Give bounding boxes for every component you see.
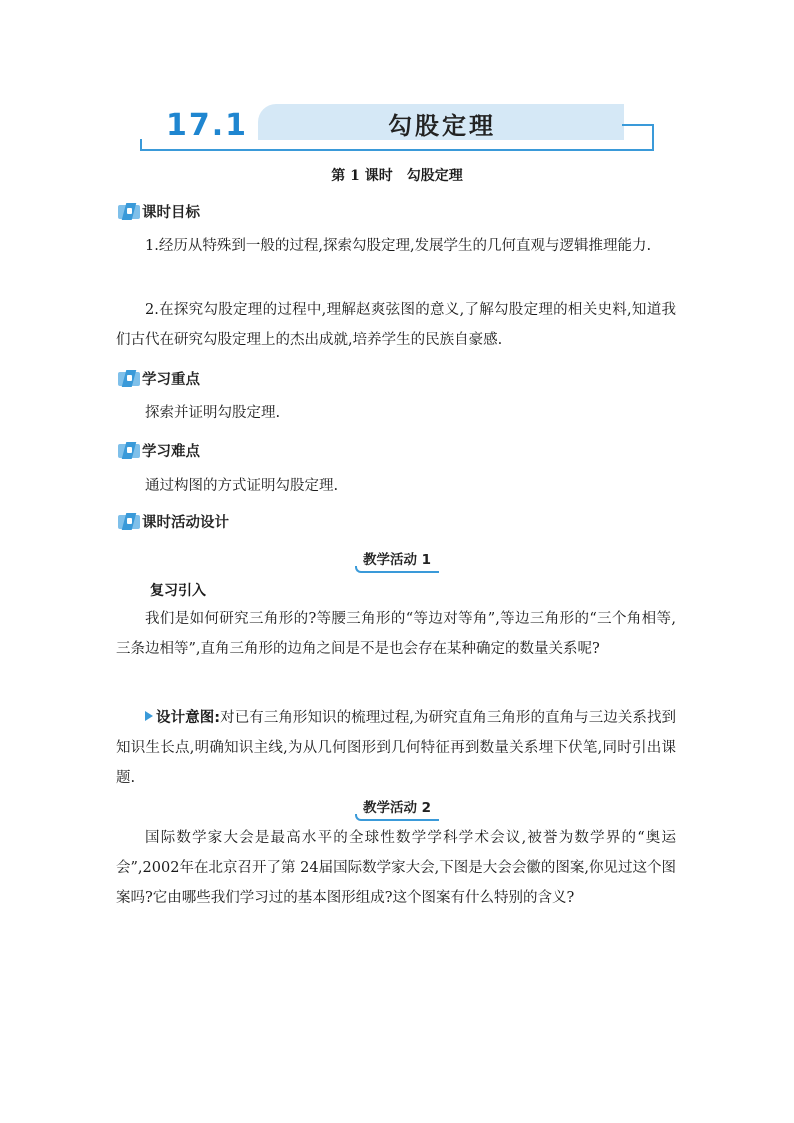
activity-underline — [355, 566, 439, 573]
section-marker-icon — [118, 442, 140, 459]
difficulties-text: 通过构图的方式证明勾股定理. — [145, 478, 339, 494]
section-heading-difficulties — [118, 440, 200, 460]
activity-2-label — [0, 796, 794, 818]
banner-rule — [140, 149, 654, 151]
section-heading-goals — [118, 201, 200, 221]
section-heading-activity-design — [118, 511, 229, 531]
banner-rule-left — [140, 139, 142, 151]
activity-2-text: 国际数学家大会是最高水平的全球性数学学科学术会议,被誉为数学界的“奥运会”,2002年在北京召开了第 24届国际数学家大会,下图是大会会徽的图案,你见过这个图案吗?它由哪些我们学习过的基本图形组成?这个图案有什么特别的含义? — [116, 830, 676, 906]
section-heading-text: 课时目标 — [142, 204, 200, 221]
goal-item-1: 1.经历从特殊到一般的过程,探索勾股定理,发展学生的几何直观与逻辑推理能力. — [145, 238, 652, 254]
section-number: 17.1 — [166, 108, 249, 143]
banner-rule-right — [652, 124, 654, 151]
activity-1-design-intent — [116, 703, 676, 793]
activity-1-label-text: 教学活动 1 — [362, 552, 432, 568]
activity-1-subheading: 复习引入 — [150, 583, 206, 599]
lesson-title: 第 1 课时 勾股定理 — [331, 168, 463, 184]
section-title: 勾股定理 — [388, 111, 496, 140]
section-heading-key-points — [118, 368, 200, 388]
section-marker-icon — [118, 370, 140, 387]
section-marker-icon — [118, 203, 140, 220]
design-intent-label: 设计意图: — [156, 710, 221, 726]
design-intent-text: 对已有三角形知识的梳理过程,为研究直角三角形的直角与三边关系找到知识生长点,明确知识主线,为从几何图形到几何特征再到数量关系埋下伏笔,同时引出课题. — [116, 710, 676, 786]
activity-2-label-text: 教学活动 2 — [362, 800, 432, 816]
section-marker-icon — [118, 513, 140, 530]
section-heading-text: 学习难点 — [142, 443, 200, 460]
section-heading-text: 课时活动设计 — [142, 514, 229, 531]
triangle-marker-icon — [145, 711, 153, 721]
key-points-text: 探索并证明勾股定理. — [145, 405, 281, 421]
activity-underline — [355, 814, 439, 821]
goal-item-2: 2.在探究勾股定理的过程中,理解赵爽弦图的意义,了解勾股定理的相关史料,知道我们古代在研究勾股定理上的杰出成就,培养学生的民族自豪感. — [116, 302, 676, 348]
activity-1-text: 我们是如何研究三角形的?等腰三角形的“等边对等角”,等边三角形的“三个角相等,三条边相等”,直角三角形的边角之间是不是也会存在某种确定的数量关系呢? — [116, 611, 676, 657]
banner-rule-right-top — [622, 124, 654, 126]
section-heading-text: 学习重点 — [142, 371, 200, 388]
activity-1-label — [0, 548, 794, 570]
